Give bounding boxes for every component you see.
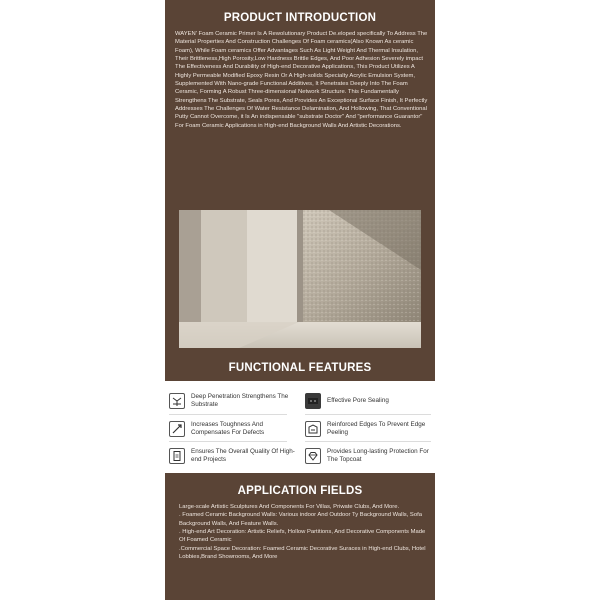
divider [169,414,287,415]
divider [169,441,287,442]
feature-label: Ensures The Overall Quality Of High-end Projects [191,448,295,463]
wall-texture-photo [179,210,421,348]
feature-label: Increases Toughness And Compensates For Defects [191,421,265,436]
application-line: .Commercial Space Decoration: Foamed Ceramic Decorative Suraces in High-end Clubs, Hotel Lobbies,Brand Showrooms, And More [179,545,426,561]
divider [305,414,431,415]
divider [305,441,431,442]
application-line: Large-scale Artistic Sculptures And Components For Villas, Priwate Clubs, And More. [179,504,400,510]
toughness-icon [169,421,185,437]
section-title: APPLICATION FIELDS [237,485,363,497]
product-introduction-section [165,0,435,355]
feature-item [305,389,433,413]
feature-item [169,444,299,468]
feature-label: Reinforced Edges To Prevent Edge Peeling [327,421,426,436]
section-title: FUNCTIONAL FEATURES [228,362,372,374]
application-text [179,503,427,561]
intro-paragraph: WAYEN' Foam Ceramic Primer Is A Rewolutionary Product De.eloped specifically To Address The Material Properties And Construction Challenges Of Foam ceramics(Also Known As ceramic Foam), While Foam ceramics Offer Advantages Such As Light Weight And Thermal Insulation, Their Brittleness,High Porosity,Low Hardness Brittle Edges, And Poor Adhesion Severely impact The Effectiveness And Durability of High-end Decorative Applications, This Product Utilizes A Highly Permeable Modified Epoxy Resin Or A High-solids Specialty Acrylic Emulsion System, Supplemented With Nano-grade Functional Additives, It Penetrates Deeply Into The Foam Ceramic, Forming A Robust Three-dimensional Network Structure. This Fundamentally Strengthens The Substrate, Seals Pores, And Provides An Exceptional Surface Finish, It Perfectly Addresses The Challenges Of Water Resistance Delamination, And Hollowing, That Conventional Putty Cannot Overcome, it Is An indispensable "substrate Doctor" And "performance Guarantor" For Foam Ceramic Applications in High-end Background Walls And Artistic Decorations. [175,31,428,129]
feature-label: Provides Long-lasting Protection For The Topcoat [327,448,429,463]
penetration-icon [169,393,185,409]
quality-icon [169,448,185,464]
functional-features-section [165,355,435,473]
feature-item [169,417,299,441]
edge-reinforce-icon [305,421,321,437]
feature-label: Deep Penetration Strengthens The Substrate [191,393,289,408]
application-line: . Foamed Ceramic Background Walls: Various indoor And Outdoor Ty Background Walls, Sofa Background Walls, And Feature Walls. [179,512,422,527]
section-title: PRODUCT INTRODUCTION [223,12,377,24]
application-line: . High-end Art Decoration: Artistic Reliefs, Hollow Partitions, And Decorative Components Made Of Foamed Ceramic [179,529,426,544]
features-grid [165,387,435,473]
features-title-bar [165,355,435,381]
feature-label: Effective Pore Sealing [327,397,389,405]
application-fields-section [165,473,435,600]
feature-item [305,417,433,441]
feature-item [305,444,433,468]
pore-seal-icon [305,393,321,409]
feature-item [169,389,299,413]
diamond-protection-icon [305,448,321,464]
